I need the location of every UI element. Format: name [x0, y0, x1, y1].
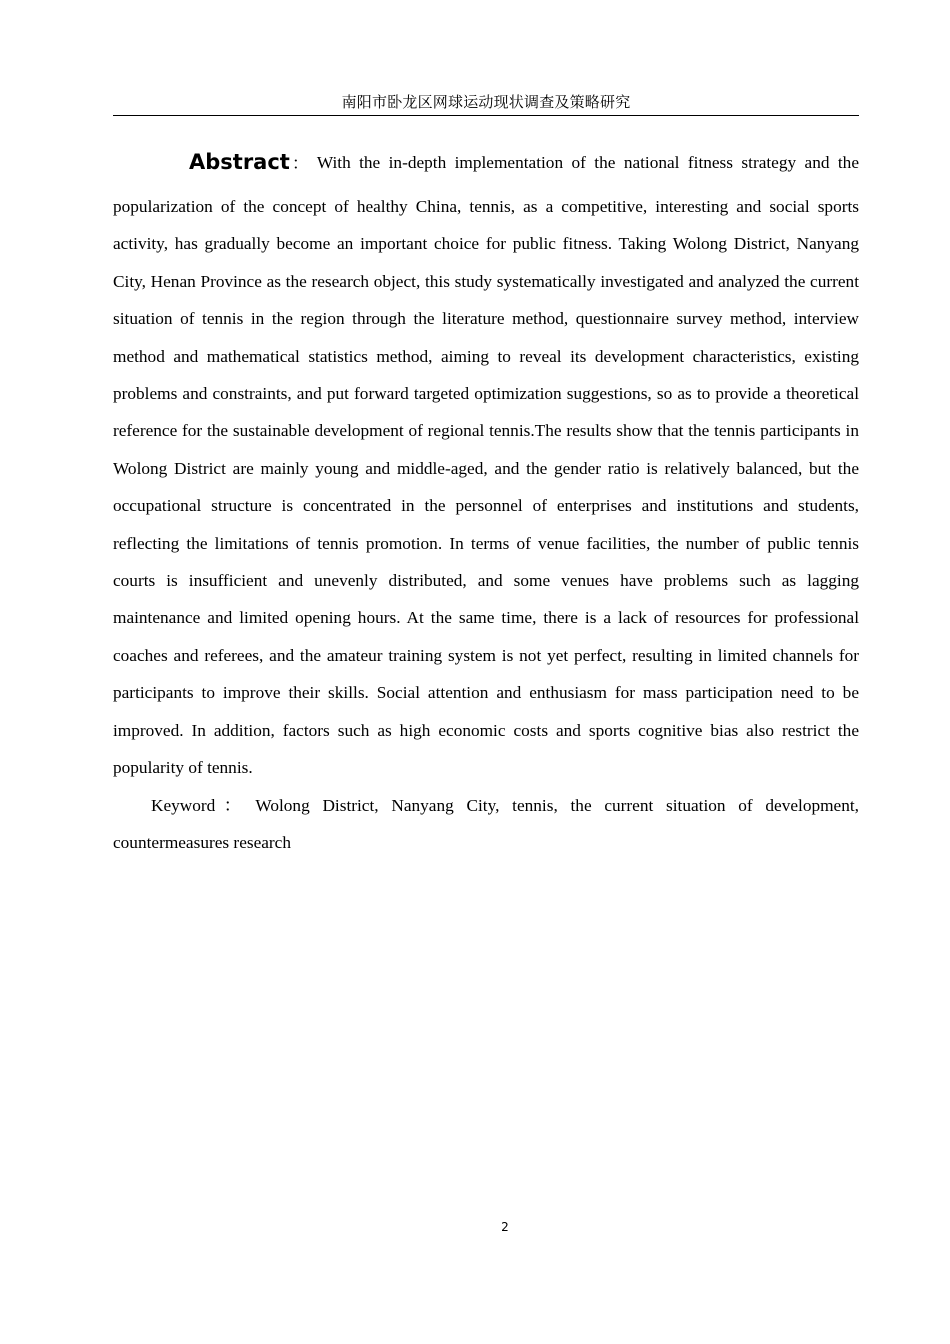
keywords-paragraph — [113, 787, 859, 862]
abstract-heading — [151, 144, 317, 188]
page-number: 2 — [501, 1220, 509, 1234]
abstract-body: With the in-depth implementation of the national fitness strategy and the popularization of the concept of healthy China, tennis, as a competitive, interesting and social sports activity, has gradually become an important choice for public fitness. Taking Wolong District, Nanyang City, Henan Province as the research object, this study systematically investigated and analyzed the current situation of tennis in the region through the literature method, questionnaire survey method, interview method and mathematical statistics method, aiming to reveal its development characteristics, existing problems and constraints, and put forward targeted optimization suggestions, so as to provide a theoretical reference for the sustainable development of regional tennis.The results show that the tennis participants in Wolong District are mainly young and middle-aged, and the gender ratio is relatively balanced, but the occupational structure is concentrated in the personnel of enterprises and institutions and students, reflecting the limitations of tennis promotion. In terms of venue facilities, the number of public tennis courts is insufficient and unevenly distributed, and some venues have problems such as lagging maintenance and limited opening hours. At the same time, there is a lack of resources for professional coaches and referees, and the amateur training system is not yet perfect, resulting in limited channels for participants to improve their skills. Social attention and enthusiasm for mass participation need to be improved. In addition, factors such as high economic costs and sports cognitive bias also restrict the popularity of tennis. — [113, 153, 859, 778]
abstract-colon: ： — [291, 154, 309, 173]
abstract-paragraph — [113, 144, 859, 787]
abstract-section — [113, 144, 859, 861]
abstract-label: Abstract — [189, 150, 290, 174]
keywords-text: Wolong District, Nanyang City, tennis, the current situation of development, countermeasures research — [113, 795, 859, 852]
header-title: 南阳市卧龙区网球运动现状调查及策略研究 — [341, 93, 631, 111]
keywords-label: Keyword： — [151, 795, 250, 815]
page-header — [113, 92, 859, 116]
